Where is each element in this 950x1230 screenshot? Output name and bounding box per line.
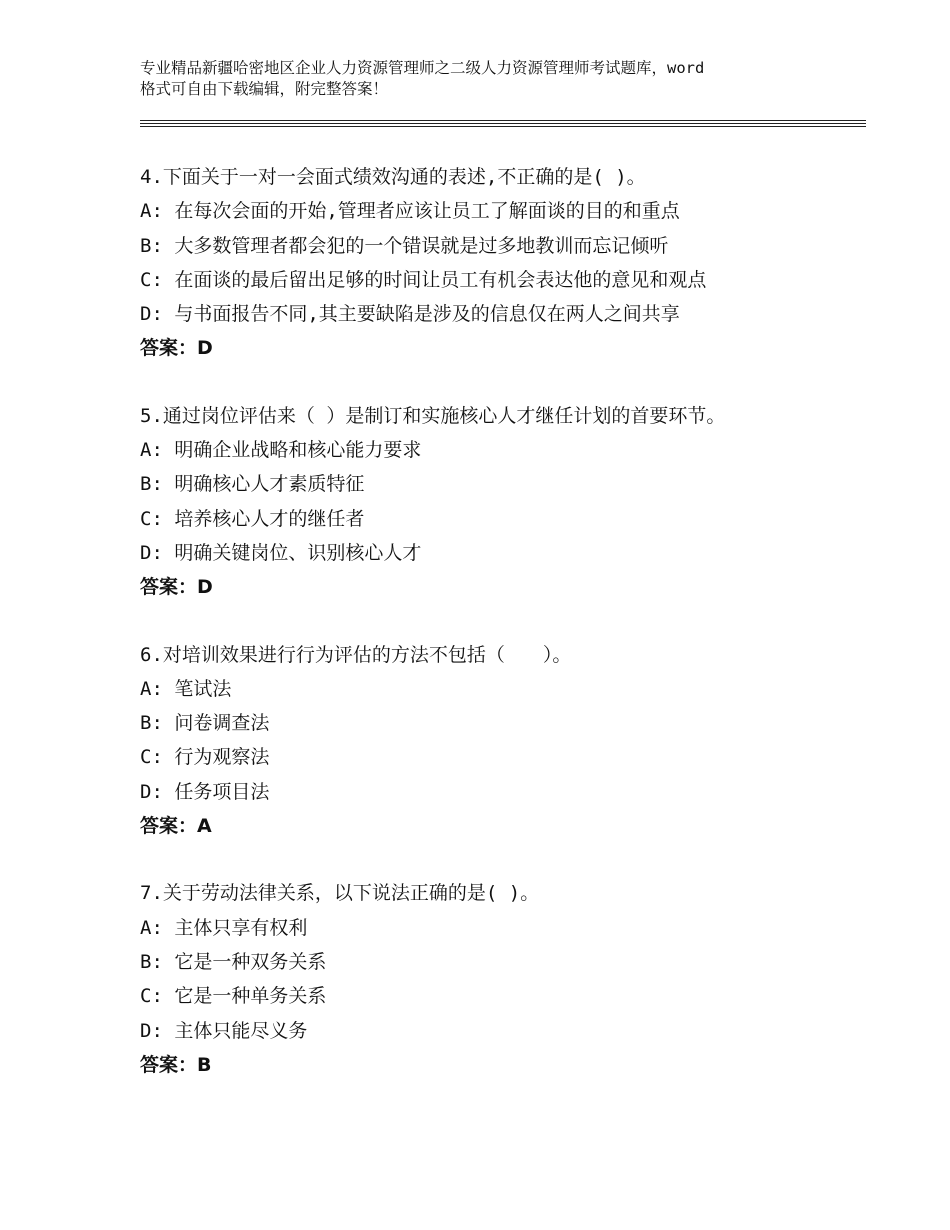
answer-label: 答案：A	[140, 815, 212, 838]
answer-label: 答案：D	[140, 576, 213, 599]
option-d: D: 与书面报告不同,其主要缺陷是涉及的信息仅在两人之间共享	[140, 303, 680, 326]
header-divider	[140, 123, 866, 124]
question-4	[140, 160, 860, 366]
option-b: B: 它是一种双务关系	[140, 950, 327, 973]
option-d: D: 明确关键岗位、识别核心人才	[140, 541, 422, 564]
question-stem: 7.关于劳动法律关系，以下说法正确的是( )。	[140, 882, 540, 905]
option-d: D: 主体只能尽义务	[140, 1019, 308, 1042]
question-list	[140, 160, 860, 1082]
answer-label: 答案：D	[140, 337, 213, 360]
header-divider	[140, 120, 866, 121]
question-7	[140, 876, 860, 1082]
option-a: A: 笔试法	[140, 677, 232, 700]
option-b: B: 明确核心人才素质特征	[140, 473, 365, 496]
question-stem: 4.下面关于一对一会面式绩效沟通的表述,不正确的是( )。	[140, 166, 646, 188]
option-c: C: 培养核心人才的继任者	[140, 507, 365, 530]
option-b: B: 大多数管理者都会犯的一个错误就是过多地教训而忘记倾听	[140, 234, 669, 257]
option-c: C: 它是一种单务关系	[140, 985, 327, 1008]
option-a: A: 主体只享有权利	[140, 916, 308, 939]
option-b: B: 问卷调查法	[140, 712, 270, 735]
option-c: C: 行为观察法	[140, 746, 270, 769]
question-5	[140, 399, 860, 605]
question-6	[140, 638, 860, 844]
answer-label: 答案：B	[140, 1053, 212, 1076]
option-d: D: 任务项目法	[140, 780, 270, 803]
header-divider	[140, 126, 866, 127]
header-text-line-1: 专业精品新疆哈密地区企业人力资源管理师之二级人力资源管理师考试题库，word	[140, 59, 705, 77]
option-c: C: 在面谈的最后留出足够的时间让员工有机会表达他的意见和观点	[140, 268, 707, 291]
option-a: A: 在每次会面的开始,管理者应该让员工了解面谈的目的和重点	[140, 200, 680, 223]
question-stem: 6.对培训效果进行行为评估的方法不包括（ ）。	[140, 643, 572, 666]
option-a: A: 明确企业战略和核心能力要求	[140, 439, 422, 462]
header-text-line-2: 格式可自由下载编辑，附完整答案！	[140, 80, 389, 98]
document-header	[140, 58, 860, 100]
question-stem: 5.通过岗位评估来（ ）是制订和实施核心人才继任计划的首要环节。	[140, 404, 726, 427]
